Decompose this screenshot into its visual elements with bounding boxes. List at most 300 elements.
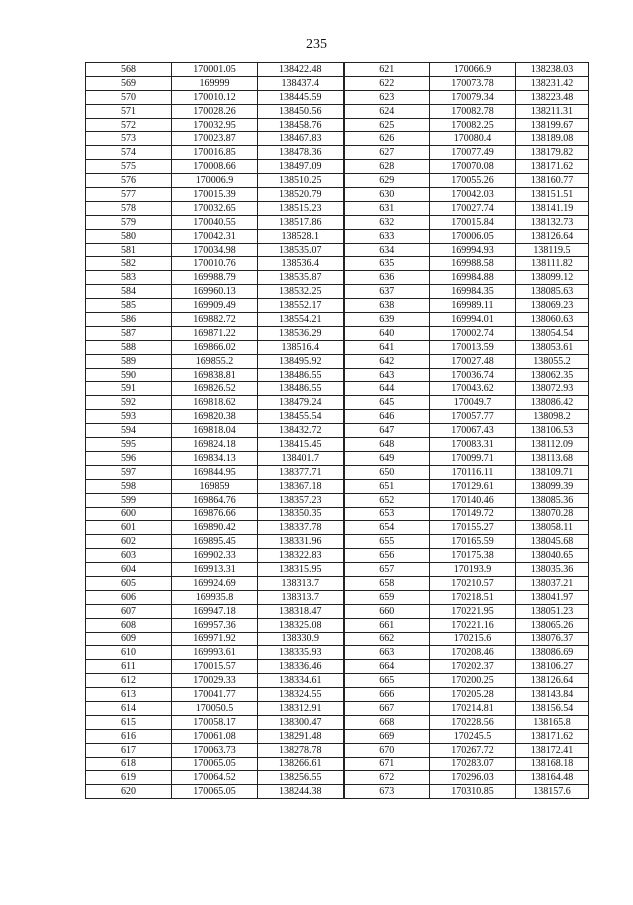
- y-coordinate-cell: 138111.82: [516, 257, 589, 271]
- point-number-cell: 578: [86, 201, 172, 215]
- point-number-cell: 611: [86, 660, 172, 674]
- x-coordinate-cell: 170036.74: [430, 368, 516, 382]
- x-coordinate-cell: 169876.66: [172, 507, 258, 521]
- x-coordinate-cell: 170049.7: [430, 396, 516, 410]
- table-row: [86, 618, 589, 632]
- point-number-cell: 638: [344, 299, 430, 313]
- x-coordinate-cell: 170079.34: [430, 90, 516, 104]
- point-number-cell: 581: [86, 243, 172, 257]
- point-number-cell: 609: [86, 632, 172, 646]
- point-number-cell: 607: [86, 604, 172, 618]
- table-row: [86, 688, 589, 702]
- x-coordinate-cell: 170245.5: [430, 729, 516, 743]
- x-coordinate-cell: 169866.02: [172, 340, 258, 354]
- y-coordinate-cell: 138171.62: [516, 729, 589, 743]
- x-coordinate-cell: 170165.59: [430, 535, 516, 549]
- point-number-cell: 625: [344, 118, 430, 132]
- x-coordinate-cell: 170010.76: [172, 257, 258, 271]
- table-row: [86, 604, 589, 618]
- table-row: [86, 326, 589, 340]
- x-coordinate-cell: 170116.11: [430, 465, 516, 479]
- y-coordinate-cell: 138076.37: [516, 632, 589, 646]
- x-coordinate-cell: 169855.2: [172, 354, 258, 368]
- point-number-cell: 610: [86, 646, 172, 660]
- x-coordinate-cell: 170221.16: [430, 618, 516, 632]
- y-coordinate-cell: 138126.64: [516, 229, 589, 243]
- x-coordinate-cell: 169826.52: [172, 382, 258, 396]
- x-coordinate-cell: 169890.42: [172, 521, 258, 535]
- point-number-cell: 624: [344, 104, 430, 118]
- x-coordinate-cell: 169971.92: [172, 632, 258, 646]
- table-row: [86, 785, 589, 799]
- x-coordinate-cell: 170083.31: [430, 438, 516, 452]
- coordinates-table: [85, 62, 589, 799]
- y-coordinate-cell: 138062.35: [516, 368, 589, 382]
- x-coordinate-cell: 170202.37: [430, 660, 516, 674]
- y-coordinate-cell: 138051.23: [516, 604, 589, 618]
- y-coordinate-cell: 138437.4: [258, 76, 344, 90]
- x-coordinate-cell: 169818.62: [172, 396, 258, 410]
- y-coordinate-cell: 138455.54: [258, 410, 344, 424]
- y-coordinate-cell: 138072.93: [516, 382, 589, 396]
- y-coordinate-cell: 138099.12: [516, 271, 589, 285]
- y-coordinate-cell: 138109.71: [516, 465, 589, 479]
- x-coordinate-cell: 169820.38: [172, 410, 258, 424]
- y-coordinate-cell: 138330.9: [258, 632, 344, 646]
- y-coordinate-cell: 138099.39: [516, 479, 589, 493]
- table-row: [86, 438, 589, 452]
- y-coordinate-cell: 138086.69: [516, 646, 589, 660]
- y-coordinate-cell: 138143.84: [516, 688, 589, 702]
- point-number-cell: 582: [86, 257, 172, 271]
- point-number-cell: 572: [86, 118, 172, 132]
- point-number-cell: 645: [344, 396, 430, 410]
- table-row: [86, 243, 589, 257]
- x-coordinate-cell: 170032.95: [172, 118, 258, 132]
- y-coordinate-cell: 138223.48: [516, 90, 589, 104]
- y-coordinate-cell: 138510.25: [258, 174, 344, 188]
- table-row: [86, 90, 589, 104]
- point-number-cell: 605: [86, 576, 172, 590]
- table-row: [86, 632, 589, 646]
- y-coordinate-cell: 138160.77: [516, 174, 589, 188]
- y-coordinate-cell: 138060.63: [516, 313, 589, 327]
- x-coordinate-cell: 170015.84: [430, 215, 516, 229]
- point-number-cell: 671: [344, 757, 430, 771]
- point-number-cell: 583: [86, 271, 172, 285]
- table-row: [86, 521, 589, 535]
- x-coordinate-cell: 170208.46: [430, 646, 516, 660]
- y-coordinate-cell: 138238.03: [516, 63, 589, 77]
- x-coordinate-cell: 170061.08: [172, 729, 258, 743]
- y-coordinate-cell: 138278.78: [258, 743, 344, 757]
- point-number-cell: 569: [86, 76, 172, 90]
- point-number-cell: 668: [344, 715, 430, 729]
- y-coordinate-cell: 138331.96: [258, 535, 344, 549]
- point-number-cell: 661: [344, 618, 430, 632]
- y-coordinate-cell: 138172.41: [516, 743, 589, 757]
- x-coordinate-cell: 169924.69: [172, 576, 258, 590]
- point-number-cell: 597: [86, 465, 172, 479]
- table-row: [86, 451, 589, 465]
- y-coordinate-cell: 138536.4: [258, 257, 344, 271]
- point-number-cell: 585: [86, 299, 172, 313]
- x-coordinate-cell: 170055.26: [430, 174, 516, 188]
- page-number: 235: [306, 37, 327, 52]
- point-number-cell: 574: [86, 146, 172, 160]
- x-coordinate-cell: 170149.72: [430, 507, 516, 521]
- x-coordinate-cell: 170175.38: [430, 549, 516, 563]
- x-coordinate-cell: 170082.25: [430, 118, 516, 132]
- point-number-cell: 632: [344, 215, 430, 229]
- y-coordinate-cell: 138040.65: [516, 549, 589, 563]
- point-number-cell: 673: [344, 785, 430, 799]
- y-coordinate-cell: 138151.51: [516, 188, 589, 202]
- y-coordinate-cell: 138554.21: [258, 313, 344, 327]
- table-row: [86, 563, 589, 577]
- y-coordinate-cell: 138189.08: [516, 132, 589, 146]
- point-number-cell: 656: [344, 549, 430, 563]
- point-number-cell: 629: [344, 174, 430, 188]
- point-number-cell: 602: [86, 535, 172, 549]
- y-coordinate-cell: 138106.27: [516, 660, 589, 674]
- point-number-cell: 672: [344, 771, 430, 785]
- table-row: [86, 424, 589, 438]
- y-coordinate-cell: 138313.7: [258, 576, 344, 590]
- x-coordinate-cell: 169864.76: [172, 493, 258, 507]
- x-coordinate-cell: 170002.74: [430, 326, 516, 340]
- point-number-cell: 644: [344, 382, 430, 396]
- point-number-cell: 589: [86, 354, 172, 368]
- table-row: [86, 549, 589, 563]
- y-coordinate-cell: 138422.48: [258, 63, 344, 77]
- point-number-cell: 642: [344, 354, 430, 368]
- point-number-cell: 579: [86, 215, 172, 229]
- y-coordinate-cell: 138164.48: [516, 771, 589, 785]
- coordinates-table-body: [86, 63, 589, 799]
- x-coordinate-cell: 170006.05: [430, 229, 516, 243]
- table-row: [86, 493, 589, 507]
- table-row: [86, 660, 589, 674]
- point-number-cell: 646: [344, 410, 430, 424]
- table-row: [86, 465, 589, 479]
- point-number-cell: 613: [86, 688, 172, 702]
- x-coordinate-cell: 169834.13: [172, 451, 258, 465]
- y-coordinate-cell: 138486.55: [258, 382, 344, 396]
- point-number-cell: 592: [86, 396, 172, 410]
- y-coordinate-cell: 138041.97: [516, 590, 589, 604]
- x-coordinate-cell: 170140.46: [430, 493, 516, 507]
- point-number-cell: 640: [344, 326, 430, 340]
- point-number-cell: 660: [344, 604, 430, 618]
- x-coordinate-cell: 169988.79: [172, 271, 258, 285]
- x-coordinate-cell: 170155.27: [430, 521, 516, 535]
- x-coordinate-cell: 170015.57: [172, 660, 258, 674]
- y-coordinate-cell: 138045.68: [516, 535, 589, 549]
- y-coordinate-cell: 138231.42: [516, 76, 589, 90]
- x-coordinate-cell: 169871.22: [172, 326, 258, 340]
- x-coordinate-cell: 170221.95: [430, 604, 516, 618]
- point-number-cell: 614: [86, 701, 172, 715]
- point-number-cell: 598: [86, 479, 172, 493]
- x-coordinate-cell: 170034.98: [172, 243, 258, 257]
- point-number-cell: 643: [344, 368, 430, 382]
- x-coordinate-cell: 170029.33: [172, 674, 258, 688]
- x-coordinate-cell: 170063.73: [172, 743, 258, 757]
- y-coordinate-cell: 138325.08: [258, 618, 344, 632]
- point-number-cell: 633: [344, 229, 430, 243]
- table-row: [86, 757, 589, 771]
- point-number-cell: 623: [344, 90, 430, 104]
- table-row: [86, 174, 589, 188]
- table-row: [86, 701, 589, 715]
- point-number-cell: 600: [86, 507, 172, 521]
- y-coordinate-cell: 138244.38: [258, 785, 344, 799]
- point-number-cell: 570: [86, 90, 172, 104]
- y-coordinate-cell: 138552.17: [258, 299, 344, 313]
- point-number-cell: 663: [344, 646, 430, 660]
- x-coordinate-cell: 170080.4: [430, 132, 516, 146]
- y-coordinate-cell: 138070.28: [516, 507, 589, 521]
- table-row: [86, 188, 589, 202]
- table-row: [86, 118, 589, 132]
- y-coordinate-cell: 138335.93: [258, 646, 344, 660]
- point-number-cell: 665: [344, 674, 430, 688]
- table-row: [86, 229, 589, 243]
- table-row: [86, 674, 589, 688]
- point-number-cell: 617: [86, 743, 172, 757]
- x-coordinate-cell: 170296.03: [430, 771, 516, 785]
- y-coordinate-cell: 138256.55: [258, 771, 344, 785]
- table-row: [86, 771, 589, 785]
- table-row: [86, 368, 589, 382]
- point-number-cell: 654: [344, 521, 430, 535]
- point-number-cell: 615: [86, 715, 172, 729]
- x-coordinate-cell: 170027.48: [430, 354, 516, 368]
- point-number-cell: 649: [344, 451, 430, 465]
- x-coordinate-cell: 170193.9: [430, 563, 516, 577]
- point-number-cell: 664: [344, 660, 430, 674]
- y-coordinate-cell: 138535.07: [258, 243, 344, 257]
- point-number-cell: 658: [344, 576, 430, 590]
- table-row: [86, 299, 589, 313]
- point-number-cell: 586: [86, 313, 172, 327]
- y-coordinate-cell: 138478.36: [258, 146, 344, 160]
- y-coordinate-cell: 138336.46: [258, 660, 344, 674]
- y-coordinate-cell: 138458.76: [258, 118, 344, 132]
- y-coordinate-cell: 138211.31: [516, 104, 589, 118]
- x-coordinate-cell: 170058.17: [172, 715, 258, 729]
- x-coordinate-cell: 169895.45: [172, 535, 258, 549]
- y-coordinate-cell: 138367.18: [258, 479, 344, 493]
- y-coordinate-cell: 138467.83: [258, 132, 344, 146]
- point-number-cell: 622: [344, 76, 430, 90]
- x-coordinate-cell: 169984.35: [430, 285, 516, 299]
- table-row: [86, 146, 589, 160]
- x-coordinate-cell: 170006.9: [172, 174, 258, 188]
- point-number-cell: 670: [344, 743, 430, 757]
- y-coordinate-cell: 138085.36: [516, 493, 589, 507]
- y-coordinate-cell: 138141.19: [516, 201, 589, 215]
- point-number-cell: 626: [344, 132, 430, 146]
- y-coordinate-cell: 138377.71: [258, 465, 344, 479]
- x-coordinate-cell: 170042.03: [430, 188, 516, 202]
- point-number-cell: 666: [344, 688, 430, 702]
- table-row: [86, 201, 589, 215]
- y-coordinate-cell: 138112.09: [516, 438, 589, 452]
- y-coordinate-cell: 138058.11: [516, 521, 589, 535]
- point-number-cell: 591: [86, 382, 172, 396]
- y-coordinate-cell: 138291.48: [258, 729, 344, 743]
- table-row: [86, 340, 589, 354]
- y-coordinate-cell: 138432.72: [258, 424, 344, 438]
- x-coordinate-cell: 170099.71: [430, 451, 516, 465]
- x-coordinate-cell: 169844.95: [172, 465, 258, 479]
- x-coordinate-cell: 169989.11: [430, 299, 516, 313]
- point-number-cell: 580: [86, 229, 172, 243]
- point-number-cell: 606: [86, 590, 172, 604]
- point-number-cell: 620: [86, 785, 172, 799]
- table-row: [86, 104, 589, 118]
- table-row: [86, 215, 589, 229]
- point-number-cell: 612: [86, 674, 172, 688]
- y-coordinate-cell: 138171.62: [516, 160, 589, 174]
- x-coordinate-cell: 170041.77: [172, 688, 258, 702]
- y-coordinate-cell: 138450.56: [258, 104, 344, 118]
- y-coordinate-cell: 138085.63: [516, 285, 589, 299]
- x-coordinate-cell: 170028.26: [172, 104, 258, 118]
- table-row: [86, 715, 589, 729]
- x-coordinate-cell: 170032.65: [172, 201, 258, 215]
- x-coordinate-cell: 170067.43: [430, 424, 516, 438]
- x-coordinate-cell: 170218.51: [430, 590, 516, 604]
- x-coordinate-cell: 170082.78: [430, 104, 516, 118]
- x-coordinate-cell: 170283.07: [430, 757, 516, 771]
- y-coordinate-cell: 138415.45: [258, 438, 344, 452]
- x-coordinate-cell: 169957.36: [172, 618, 258, 632]
- point-number-cell: 576: [86, 174, 172, 188]
- x-coordinate-cell: 170023.87: [172, 132, 258, 146]
- table-row: [86, 590, 589, 604]
- table-row: [86, 354, 589, 368]
- x-coordinate-cell: 170228.56: [430, 715, 516, 729]
- table-row: [86, 313, 589, 327]
- point-number-cell: 594: [86, 424, 172, 438]
- x-coordinate-cell: 170010.12: [172, 90, 258, 104]
- point-number-cell: 596: [86, 451, 172, 465]
- y-coordinate-cell: 138053.61: [516, 340, 589, 354]
- y-coordinate-cell: 138065.26: [516, 618, 589, 632]
- x-coordinate-cell: 170214.81: [430, 701, 516, 715]
- point-number-cell: 590: [86, 368, 172, 382]
- point-number-cell: 648: [344, 438, 430, 452]
- y-coordinate-cell: 138535.87: [258, 271, 344, 285]
- y-coordinate-cell: 138350.35: [258, 507, 344, 521]
- y-coordinate-cell: 138532.25: [258, 285, 344, 299]
- table-row: [86, 535, 589, 549]
- y-coordinate-cell: 138266.61: [258, 757, 344, 771]
- point-number-cell: 577: [86, 188, 172, 202]
- point-number-cell: 627: [344, 146, 430, 160]
- y-coordinate-cell: 138528.1: [258, 229, 344, 243]
- x-coordinate-cell: 169859: [172, 479, 258, 493]
- x-coordinate-cell: 170050.5: [172, 701, 258, 715]
- y-coordinate-cell: 138515.23: [258, 201, 344, 215]
- y-coordinate-cell: 138445.59: [258, 90, 344, 104]
- point-number-cell: 659: [344, 590, 430, 604]
- x-coordinate-cell: 170200.25: [430, 674, 516, 688]
- table-row: [86, 646, 589, 660]
- y-coordinate-cell: 138516.4: [258, 340, 344, 354]
- point-number-cell: 662: [344, 632, 430, 646]
- point-number-cell: 628: [344, 160, 430, 174]
- point-number-cell: 601: [86, 521, 172, 535]
- y-coordinate-cell: 138054.54: [516, 326, 589, 340]
- y-coordinate-cell: 138313.7: [258, 590, 344, 604]
- table-row: [86, 396, 589, 410]
- y-coordinate-cell: 138536.29: [258, 326, 344, 340]
- x-coordinate-cell: 169935.8: [172, 590, 258, 604]
- table-row: [86, 410, 589, 424]
- y-coordinate-cell: 138132.73: [516, 215, 589, 229]
- x-coordinate-cell: 170073.78: [430, 76, 516, 90]
- x-coordinate-cell: 170064.52: [172, 771, 258, 785]
- y-coordinate-cell: 138517.86: [258, 215, 344, 229]
- x-coordinate-cell: 170129.61: [430, 479, 516, 493]
- y-coordinate-cell: 138157.6: [516, 785, 589, 799]
- y-coordinate-cell: 138318.47: [258, 604, 344, 618]
- point-number-cell: 655: [344, 535, 430, 549]
- y-coordinate-cell: 138055.2: [516, 354, 589, 368]
- x-coordinate-cell: 170210.57: [430, 576, 516, 590]
- y-coordinate-cell: 138106.53: [516, 424, 589, 438]
- y-coordinate-cell: 138119.5: [516, 243, 589, 257]
- point-number-cell: 588: [86, 340, 172, 354]
- y-coordinate-cell: 138179.82: [516, 146, 589, 160]
- point-number-cell: 575: [86, 160, 172, 174]
- y-coordinate-cell: 138497.09: [258, 160, 344, 174]
- x-coordinate-cell: 169882.72: [172, 313, 258, 327]
- point-number-cell: 653: [344, 507, 430, 521]
- x-coordinate-cell: 170001.05: [172, 63, 258, 77]
- y-coordinate-cell: 138312.91: [258, 701, 344, 715]
- x-coordinate-cell: 170013.59: [430, 340, 516, 354]
- x-coordinate-cell: 169984.88: [430, 271, 516, 285]
- y-coordinate-cell: 138199.67: [516, 118, 589, 132]
- y-coordinate-cell: 138165.8: [516, 715, 589, 729]
- point-number-cell: 573: [86, 132, 172, 146]
- x-coordinate-cell: 170015.39: [172, 188, 258, 202]
- y-coordinate-cell: 138401.7: [258, 451, 344, 465]
- y-coordinate-cell: 138069.23: [516, 299, 589, 313]
- x-coordinate-cell: 169988.58: [430, 257, 516, 271]
- y-coordinate-cell: 138037.21: [516, 576, 589, 590]
- point-number-cell: 604: [86, 563, 172, 577]
- x-coordinate-cell: 169913.31: [172, 563, 258, 577]
- point-number-cell: 667: [344, 701, 430, 715]
- table-row: [86, 132, 589, 146]
- point-number-cell: 636: [344, 271, 430, 285]
- point-number-cell: 647: [344, 424, 430, 438]
- table-row: [86, 76, 589, 90]
- y-coordinate-cell: 138486.55: [258, 368, 344, 382]
- point-number-cell: 641: [344, 340, 430, 354]
- y-coordinate-cell: 138322.83: [258, 549, 344, 563]
- point-number-cell: 621: [344, 63, 430, 77]
- x-coordinate-cell: 170310.85: [430, 785, 516, 799]
- point-number-cell: 650: [344, 465, 430, 479]
- x-coordinate-cell: 170016.85: [172, 146, 258, 160]
